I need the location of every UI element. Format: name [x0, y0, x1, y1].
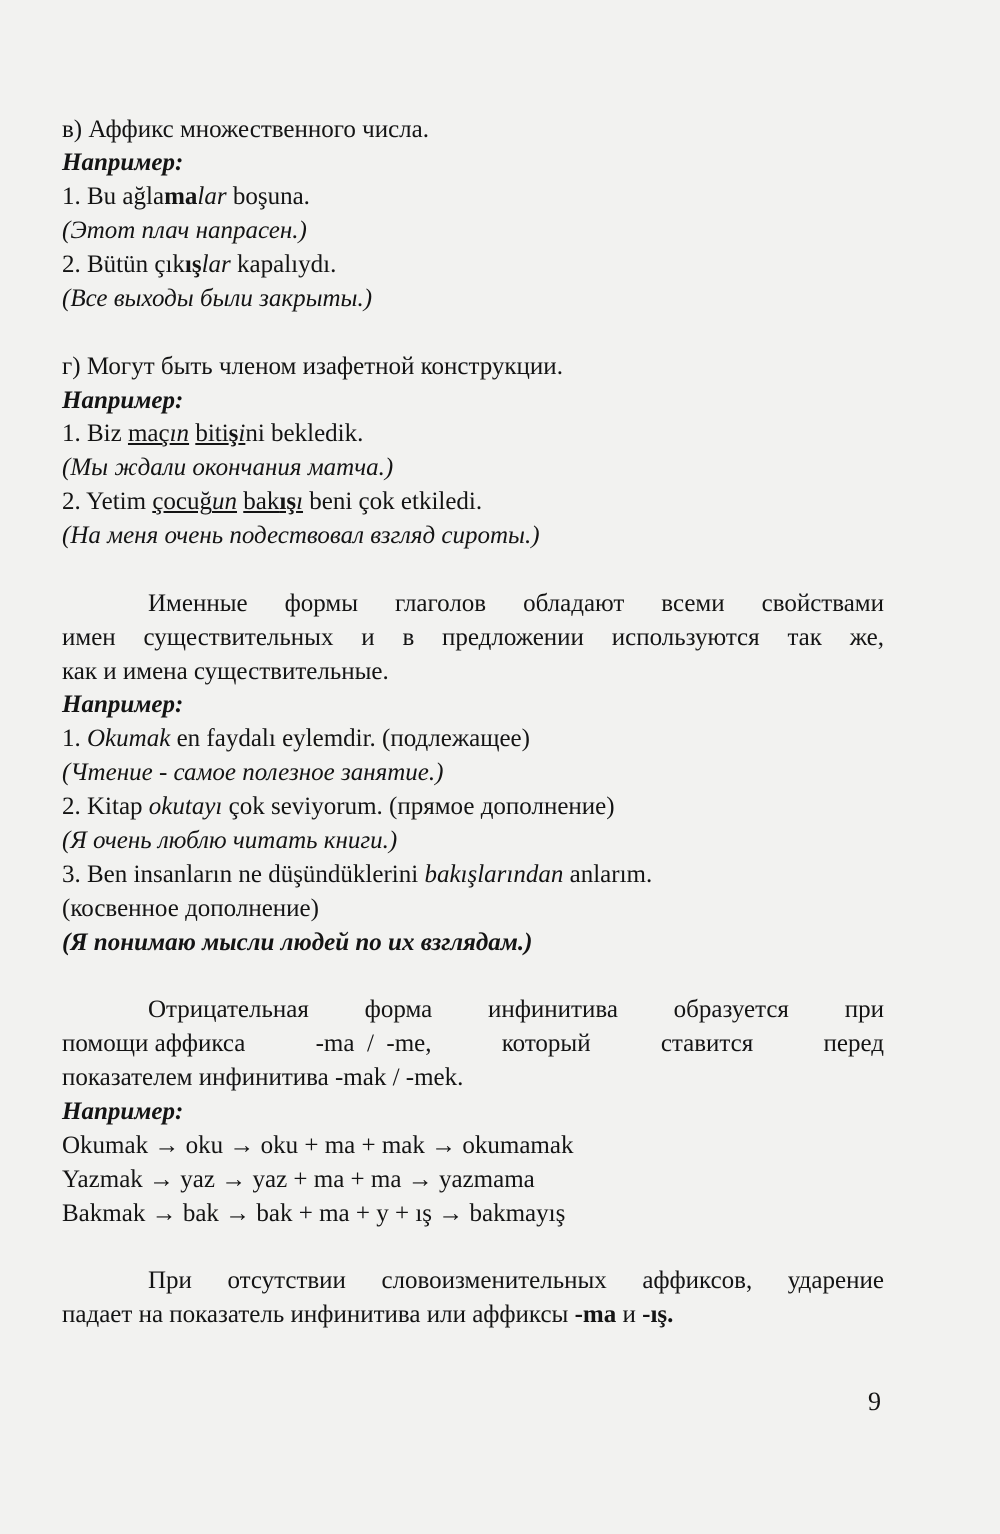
example-sentence: 1. Biz maçın bitişini bekledik.	[62, 420, 364, 447]
example-translation: (На меня очень подествовал взгляд сироты.)	[62, 522, 540, 549]
example-label: Например:	[62, 1098, 184, 1125]
example-sentence: 1. Okumak en faydalı eylemdir. (подлежащее)	[62, 725, 530, 752]
page-number: 9	[868, 1387, 881, 1416]
example-translation: (Этот плач напрасен.)	[62, 217, 307, 244]
example-sentence: 3. Ben insanların ne düşündüklerini bakışlarından anlarım.	[62, 861, 653, 888]
section-v-heading: в) Аффикс множественного числа.	[62, 116, 430, 143]
paragraph-line: Именные формы глаголов обладают всеми свойствами	[148, 590, 884, 617]
paragraph-line: как и имена существительные.	[62, 658, 389, 685]
paragraph-line: падает на показатель инфинитива или аффиксы -ma и -ış.	[62, 1301, 674, 1328]
example-sentence: 2. Kitap okutayı çok seviyorum. (прямое дополнение)	[62, 793, 615, 820]
example-note: (косвенное дополнение)	[62, 895, 319, 922]
paragraph-line: помощи аффикса -ma / -me, который ставится перед	[62, 1030, 884, 1057]
paragraph-line: показателем инфинитива -mak / -mek.	[62, 1064, 464, 1091]
example-label: Например:	[62, 149, 184, 176]
example-sentence: 1. Bu ağlamalar boşuna.	[62, 183, 310, 210]
example-translation: (Я очень люблю читать книги.)	[62, 827, 398, 854]
example-translation: (Чтение - самое полезное занятие.)	[62, 759, 444, 786]
derivation-row: Bakmak → bak → bak + ma + y + ış → bakmayış	[62, 1200, 566, 1227]
example-translation: (Я понимаю мысли людей по их взглядам.)	[62, 929, 533, 956]
example-label: Например:	[62, 691, 184, 718]
section-g-heading: г) Могут быть членом изафетной конструкции.	[62, 353, 563, 380]
paragraph-line: имен существительных и в предложении используются так же,	[62, 624, 884, 651]
example-translation: (Все выходы были закрыты.)	[62, 285, 373, 312]
example-sentence: 2. Yetim çocuğun bakışı beni çok etkiledi.	[62, 488, 483, 515]
example-translation: (Мы ждали окончания матча.)	[62, 454, 394, 481]
paragraph-line: При отсутствии словоизменительных аффиксов, ударение	[148, 1267, 884, 1294]
example-sentence: 2. Bütün çıkışlar kapalıydı.	[62, 251, 337, 278]
paragraph-line: Отрицательная форма инфинитива образуется при	[148, 996, 884, 1023]
derivation-row: Yazmak → yaz → yaz + ma + ma → yazmama	[62, 1166, 535, 1193]
example-label: Например:	[62, 387, 184, 414]
derivation-row: Okumak → oku → oku + ma + mak → okumamak	[62, 1132, 574, 1159]
